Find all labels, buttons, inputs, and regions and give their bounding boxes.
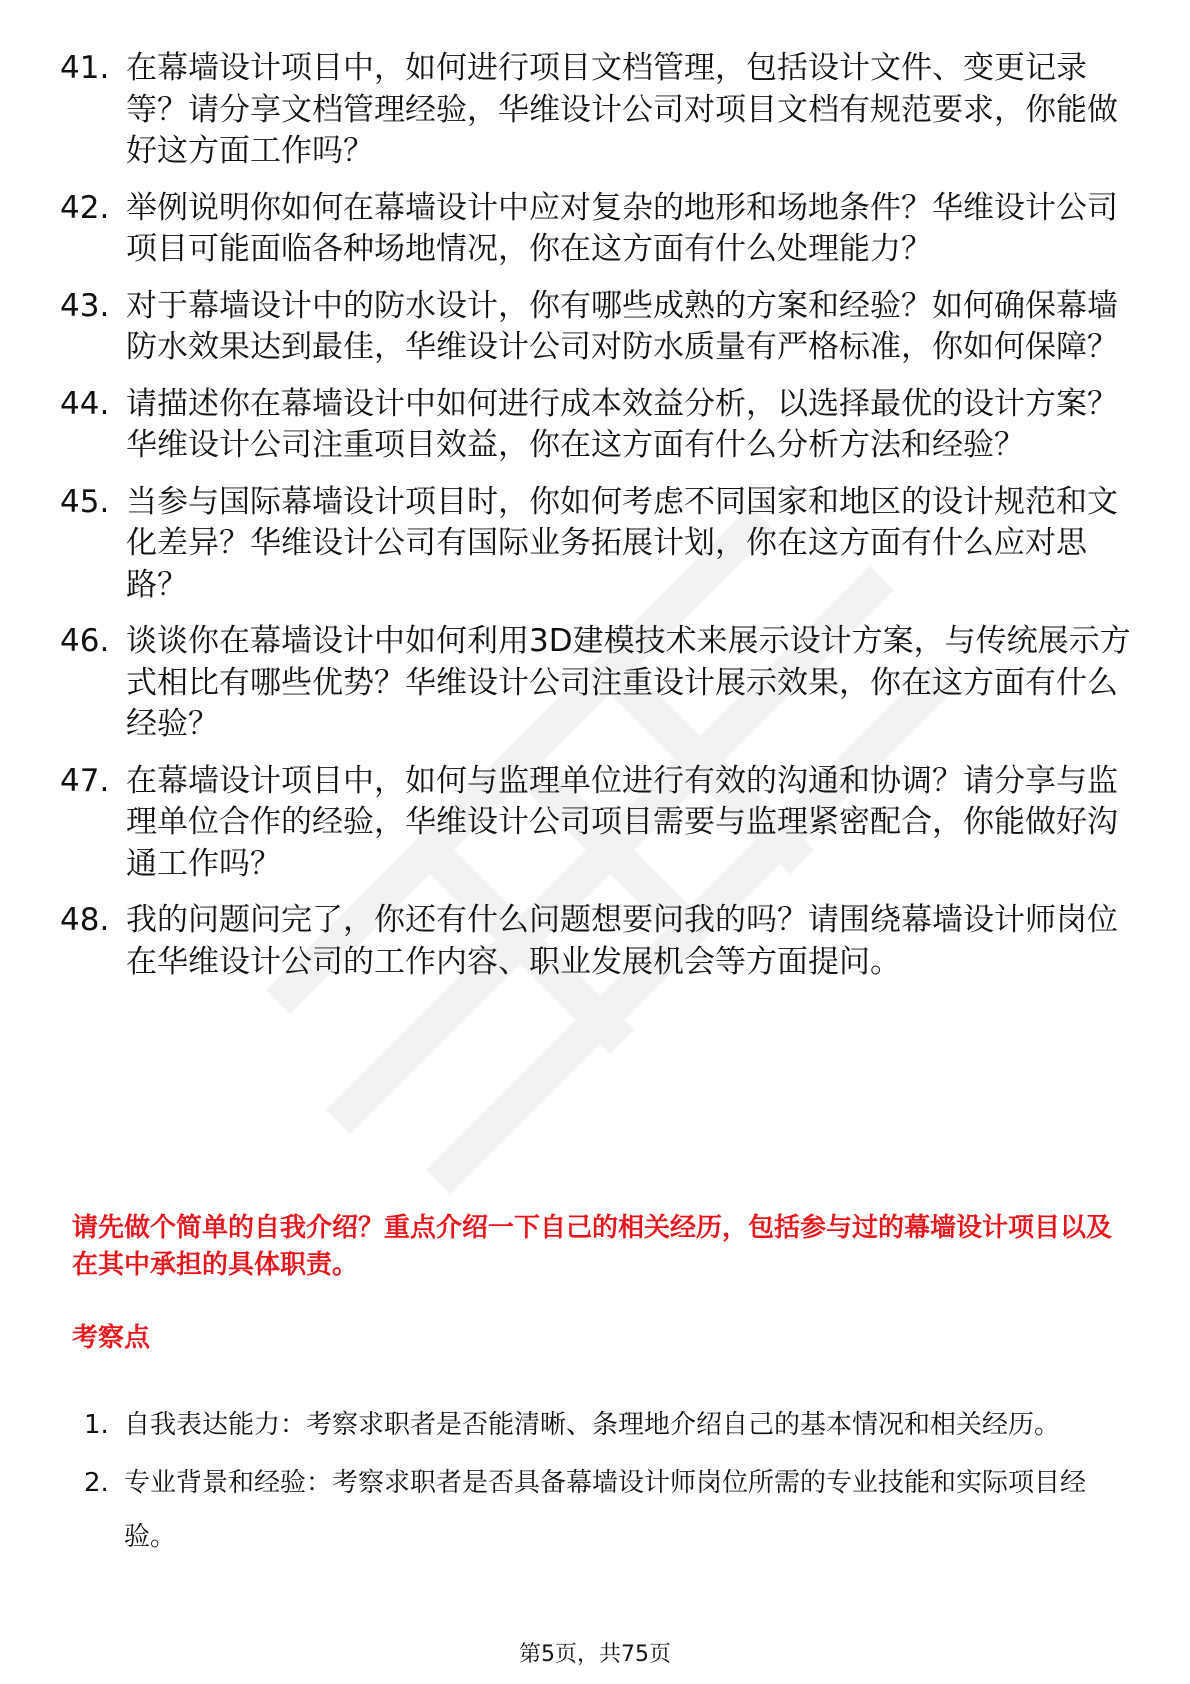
question-number: 43.	[60, 287, 110, 324]
question-item	[60, 761, 1140, 886]
question-text: 我的问题问完了，你还有什么问题想要问我的吗？请围绕幕墙设计师岗位在华维设计公司的工作内容、职业发展机会等方面提问。	[126, 902, 1118, 980]
section-label-assessment-points: 考察点	[72, 1323, 151, 1353]
assessment-point-item	[84, 1398, 1134, 1452]
page-footer: 第5页，共75页	[519, 1642, 671, 1667]
question-item	[60, 621, 1140, 746]
intro-question-heading: 请先做个简单的自我介绍？重点介绍一下自己的相关经历，包括参与过的幕墙设计项目以及在其中承担的具体职责。	[72, 1213, 1113, 1280]
point-number: 2.	[84, 1468, 109, 1498]
assessment-point-list	[84, 1398, 1134, 1568]
point-number: 1.	[84, 1410, 109, 1440]
question-text: 当参与国际幕墙设计项目时，你如何考虑不同国家和地区的设计规范和文化差异？华维设计公司有国际业务拓展计划，你在这方面有什么应对思路？	[126, 483, 1118, 603]
question-number: 47.	[60, 762, 110, 799]
question-text: 请描述你在幕墙设计中如何进行成本效益分析，以选择最优的设计方案？华维设计公司注重项目效益，你在这方面有什么分析方法和经验？	[126, 385, 1118, 463]
question-number: 46.	[60, 623, 110, 659]
question-item	[60, 900, 1140, 983]
point-text: 自我表达能力：考察求职者是否能清晰、条理地介绍自己的基本情况和相关经历。	[124, 1410, 1061, 1440]
question-number: 41.	[60, 50, 110, 86]
point-text: 专业背景和经验：考察求职者是否具备幕墙设计师岗位所需的专业技能和实际项目经验。	[124, 1468, 1087, 1552]
question-item	[60, 48, 1140, 173]
question-text: 在幕墙设计项目中，如何进行项目文档管理，包括设计文件、变更记录等？请分享文档管理经验，华维设计公司对项目文档有规范要求，你能做好这方面工作吗？	[126, 50, 1118, 169]
question-number: 45.	[60, 483, 110, 520]
question-item	[60, 286, 1140, 369]
assessment-point-item	[84, 1456, 1134, 1564]
question-text: 在幕墙设计项目中，如何与监理单位进行有效的沟通和协调？请分享与监理单位合作的经验，华维设计公司项目需要与监理紧密配合，你能做好沟通工作吗？	[126, 762, 1118, 882]
question-item	[60, 482, 1140, 607]
question-text: 谈谈你在幕墙设计中如何利用3D建模技术来展示设计方案，与传统展示方式相比有哪些优势？华维设计公司注重设计展示效果，你在这方面有什么经验？	[126, 623, 1131, 742]
question-number: 42.	[60, 189, 110, 226]
question-item	[60, 384, 1140, 467]
question-text: 对于幕墙设计中的防水设计，你有哪些成熟的方案和经验？如何确保幕墙防水效果达到最佳，华维设计公司对防水质量有严格标准，你如何保障？	[126, 287, 1118, 365]
question-number: 48.	[60, 902, 110, 938]
question-item	[60, 188, 1140, 271]
question-text: 举例说明你如何在幕墙设计中应对复杂的地形和场地条件？华维设计公司项目可能面临各种场地情况，你在这方面有什么处理能力？	[126, 189, 1118, 267]
question-list	[60, 48, 1140, 998]
question-number: 44.	[60, 385, 110, 422]
